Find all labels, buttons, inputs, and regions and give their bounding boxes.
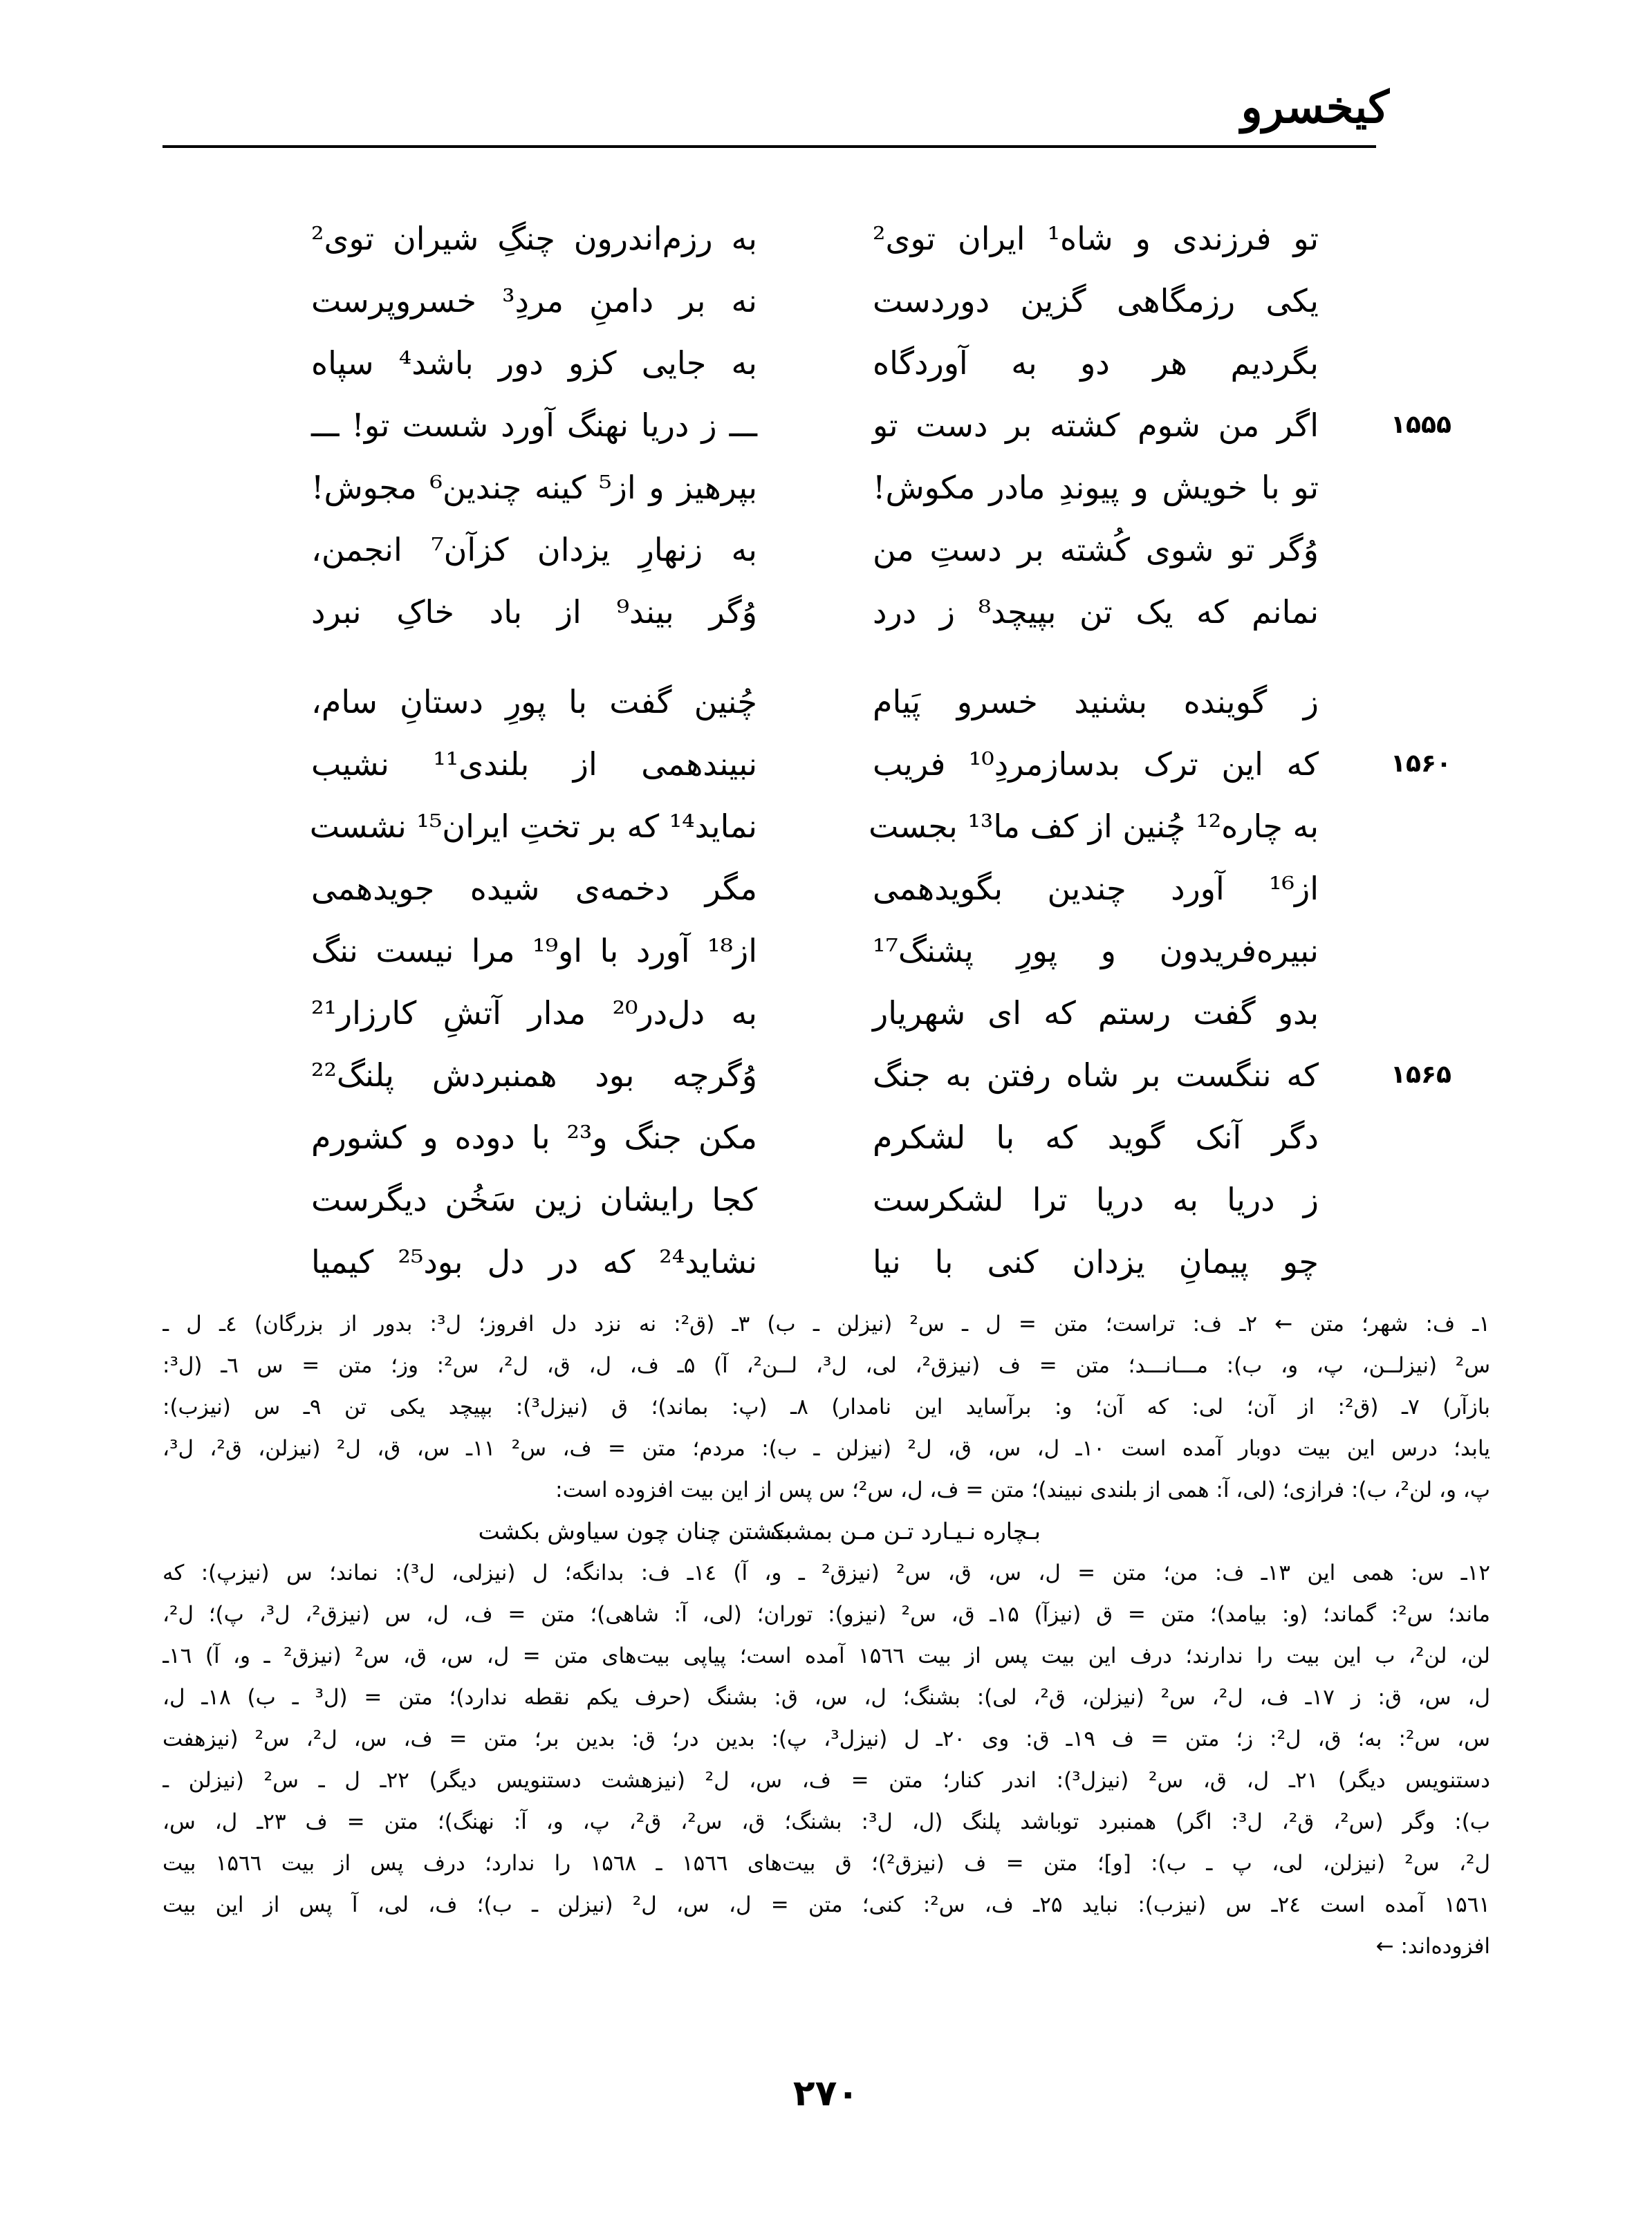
verse-second-hemistich: به دل‌در²⁰ مدار آتشِ کارزار²¹ [311,994,757,1032]
footnote-line: ۱۵٦۱ آمده است ۲٤ـ س (نیزب): نباید ۲۵ـ ف، س²: کنی؛ متن = ل، س، ل² (نیزلن ـ ب)؛ ف، لی، آ پس از این بیت [163,1892,1490,1917]
verse-second-hemistich: نبیندهمی از بلندی¹¹ نشیب [311,745,758,783]
verse-row [0,1231,1652,1293]
verse-first-hemistich: ز دریا به دریا ترا لشکرست [873,1181,1319,1218]
verse-row [0,270,1652,332]
verse-first-hemistich: که این ترک بدسازمردِ¹⁰ فریب [873,745,1319,783]
verse-row [0,795,1652,857]
verse-row [0,1168,1652,1231]
verse-first-hemistich: وُگر تو شوی کُشته بر دستِ من [873,531,1319,568]
verse-first-hemistich: بدو گفت رستم که ای شهریار [873,994,1319,1032]
verse-first-hemistich: که ننگست بر شاه رفتن به جنگ [873,1056,1319,1094]
verse-row [0,733,1652,795]
verse-row [0,332,1652,394]
footnote-line: پ، و، لن²، ب): فرازی؛ (لی، آ: همی از بلندی نبیند)؛ متن = ف، ل، س²؛ س پس از این بیت افزوده است: [555,1478,1490,1502]
verse-first-hemistich: اگر من شوم کشته بر دست تو [873,407,1319,444]
verse-row [0,1106,1652,1168]
verse-row [0,394,1652,456]
inserted-verse-first-hemistich: بـچاره نـیـارد تـن مـن بمشت [770,1518,1041,1545]
verse-row [0,581,1652,643]
verse-second-hemistich: از¹⁸ آورد با او¹⁹ مرا نیست ننگ [311,932,757,969]
verse-second-hemistich: چُنین گفت با پورِ دستانِ سام، [311,683,757,720]
verse-second-hemistich: بپرهیز و از⁵ کینه چندین⁶ مجوش! [311,469,757,506]
verse-second-hemistich: ـــ ز دریا نهنگ آورد شست تو! ـــ [311,407,757,444]
footnotes-apparatus [163,1303,1490,1967]
footnote-line: ب): وگر (س²، ق²، ل³: اگر) همنبرد توباشد پلنگ (ل، ل³: بشنگ؛ ق، س²، ق²، پ، و، آ: نهنگ)؛ متن = ف ۲۳ـ ل، س، [163,1809,1490,1834]
verse-number: ۱۵۵۵ [1391,411,1451,439]
footnote-line: بازآر) ۷ـ (ق²: از آن؛ لی: که آن؛ و: برآساید این نامدار) ۸ـ (پ: بماند)؛ ق (نیزل³): بپیچد یکی تن ۹ـ س (نیزب): [163,1395,1490,1419]
verse-second-hemistich: مگر دخمه‌ی شیده جویدهمی [311,870,757,907]
verse-first-hemistich: نمانم که یک تن بپیچد⁸ ز درد [873,593,1319,631]
verse-first-hemistich: ز گوینده بشنید خسرو پَیام [873,683,1319,720]
running-header-title: کیخسرو [1241,82,1389,133]
footnote-inserted-verse [163,1511,1490,1552]
verse-second-hemistich: نماید¹⁴ که بر تختِ ایران¹⁵ نشست [309,808,757,845]
verse-first-hemistich: بگردیم هر دو به آوردگاه [873,344,1319,382]
footnote-line: ۱ـ ف: شهر؛ متن ← ۲ـ ف: تراست؛ متن = ل ـ س² (نیزلن ـ ب) ۳ـ (ق²: نه نزد دل افروز؛ ل³: بدور از بزرگان) ٤ـ ل ـ [163,1312,1490,1336]
verse-second-hemistich: نه بر دامنِ مردِ³ خسروپرست [311,282,757,319]
verse-second-hemistich: مکن جنگ و²³ با دوده و کشورم [311,1119,757,1156]
verse-first-hemistich: نبیره‌فریدون و پورِ پشنگ¹⁷ [873,932,1319,969]
footnote-line: ماند؛ س²: گماند؛ (و: بیامد)؛ متن = ق (نیزآ) ۱۵ـ ق، س² (نیزو): توران؛ (لی، آ: شاهی)؛ متن = ف، ل، س (نیزق²، ل³، پ)؛ ل²، [163,1602,1490,1627]
verse-row [0,456,1652,519]
verse-second-hemistich: وُگرچه بود همنبردش پلنگ²² [311,1056,757,1094]
footnote-line: یابد؛ درس این بیت دوبار آمده است ۱۰ـ ل، س، ق، ل² (نیزلن ـ ب): مردم؛ متن = ف، س² ۱۱ـ س، ق، ل² (نیزلن، ق²، ل³، [163,1436,1490,1461]
verse-second-hemistich: به رزم‌اندرون چنگِ شیران توی² [311,220,757,257]
verse-second-hemistich: به زنهارِ یزدان کزآن⁷ انجمن، [311,531,757,568]
footnote-line: ۱۲ـ س: همی این ۱۳ـ ف: من؛ متن = ل، س، ق، س² (نیزق² ـ و، آ) ۱٤ـ ف: بدانگه؛ ل (نیزلی، ل³): نماند؛ س (نیزپ): که [163,1560,1490,1585]
footnote-line: دستنویس دیگر) ۲۱ـ ل، ق، س² (نیزل³): اندر کنار؛ متن = ف، س، ل² (نیزهشت دستنویس دیگر) ۲۲ـ ل ـ س² (نیزلن ـ [163,1768,1490,1793]
verse-row [0,207,1652,270]
verse-row [0,671,1652,733]
verse-first-hemistich: تو فرزندی و شاه¹ ایران توی² [873,220,1319,257]
verse-first-hemistich: به چاره¹² چُنین از کف ما¹³ بجست [869,808,1319,845]
verse-row [0,519,1652,581]
page-number: ۲۷۰ [792,2073,860,2114]
verse-number: ۱۵۶۰ [1391,749,1451,778]
verse-row [0,920,1652,982]
footnote-line: افزوده‌اند: ← [1375,1934,1490,1959]
footnote-line: لن، لن²، ب این بیت را ندارند؛ درف این بیت پس از بیت ۱۵٦٦ آمده است؛ پیاپی بیت‌های متن = ل، س، ق، س² (نیزق² ـ و، آ) ۱٦ـ [163,1643,1490,1668]
verse-second-hemistich: کجا رایشان زین سَخُن دیگرست [311,1181,757,1218]
header-rule [163,145,1376,148]
verse-row [0,1044,1652,1106]
verse-first-hemistich: چو پیمانِ یزدان کنی با نیا [873,1243,1319,1280]
inserted-verse-second-hemistich: بکشتن چنان چون سیاوش بکشت [478,1518,792,1545]
verse-second-hemistich: نشاید²⁴ که در دل بود²⁵ کیمیا [311,1243,757,1280]
footnote-line: ل²، س² (نیزلن، لی، پ ـ ب): [و]؛ متن = ف (نیزق²)؛ ق بیت‌های ۱۵٦٦ ـ ۱۵٦۸ را ندارد؛ درف پس از بیت ۱۵٦٦ بیت [163,1851,1490,1876]
footnote-line: ل، س، ق: ز ۱۷ـ ف، ل²، س² (نیزلن، ق²، لی): بشنگ؛ ل، س، ق: بشنگ (حرف یکم نقطه ندارد)؛ متن = (ل³ ـ ب) ۱۸ـ ل، [163,1685,1490,1710]
verse-second-hemistich: وُگر بیند⁹ از باد خاکِ نبرد [311,593,757,631]
footnote-line: س² (نیزلــن، پ، و، ب): مـــانـــد؛ متن = ف (نیزق²، لی، ل³، لــن²، آ) ۵ـ ف، ل، ق، ل²، س²: وز؛ متن = س ٦ـ (ل³: [163,1353,1490,1378]
verse-first-hemistich: دگر آنک گوید که با لشکرم [873,1119,1319,1156]
footnote-line: س، س²: به؛ ق، ل²: ز؛ متن = ف ۱۹ـ ق: وی ۲۰ـ ل (نیزل³، پ): بدین در؛ ق: بدین بر؛ متن = ف، س، ل²، س² (نیزهفت [163,1726,1490,1751]
verse-first-hemistich: تو با خویش و پیوندِ مادر مکوش! [873,469,1319,506]
verse-row [0,857,1652,920]
verse-first-hemistich: یکی رزمگاهی گزین دوردست [873,282,1319,319]
verse-second-hemistich: به جایی کزو دور باشد⁴ سپاه [311,344,757,382]
verse-row [0,982,1652,1044]
verse-first-hemistich: از¹⁶ آورد چندین بگویدهمی [873,870,1319,907]
verse-number: ۱۵۶۵ [1391,1061,1451,1089]
